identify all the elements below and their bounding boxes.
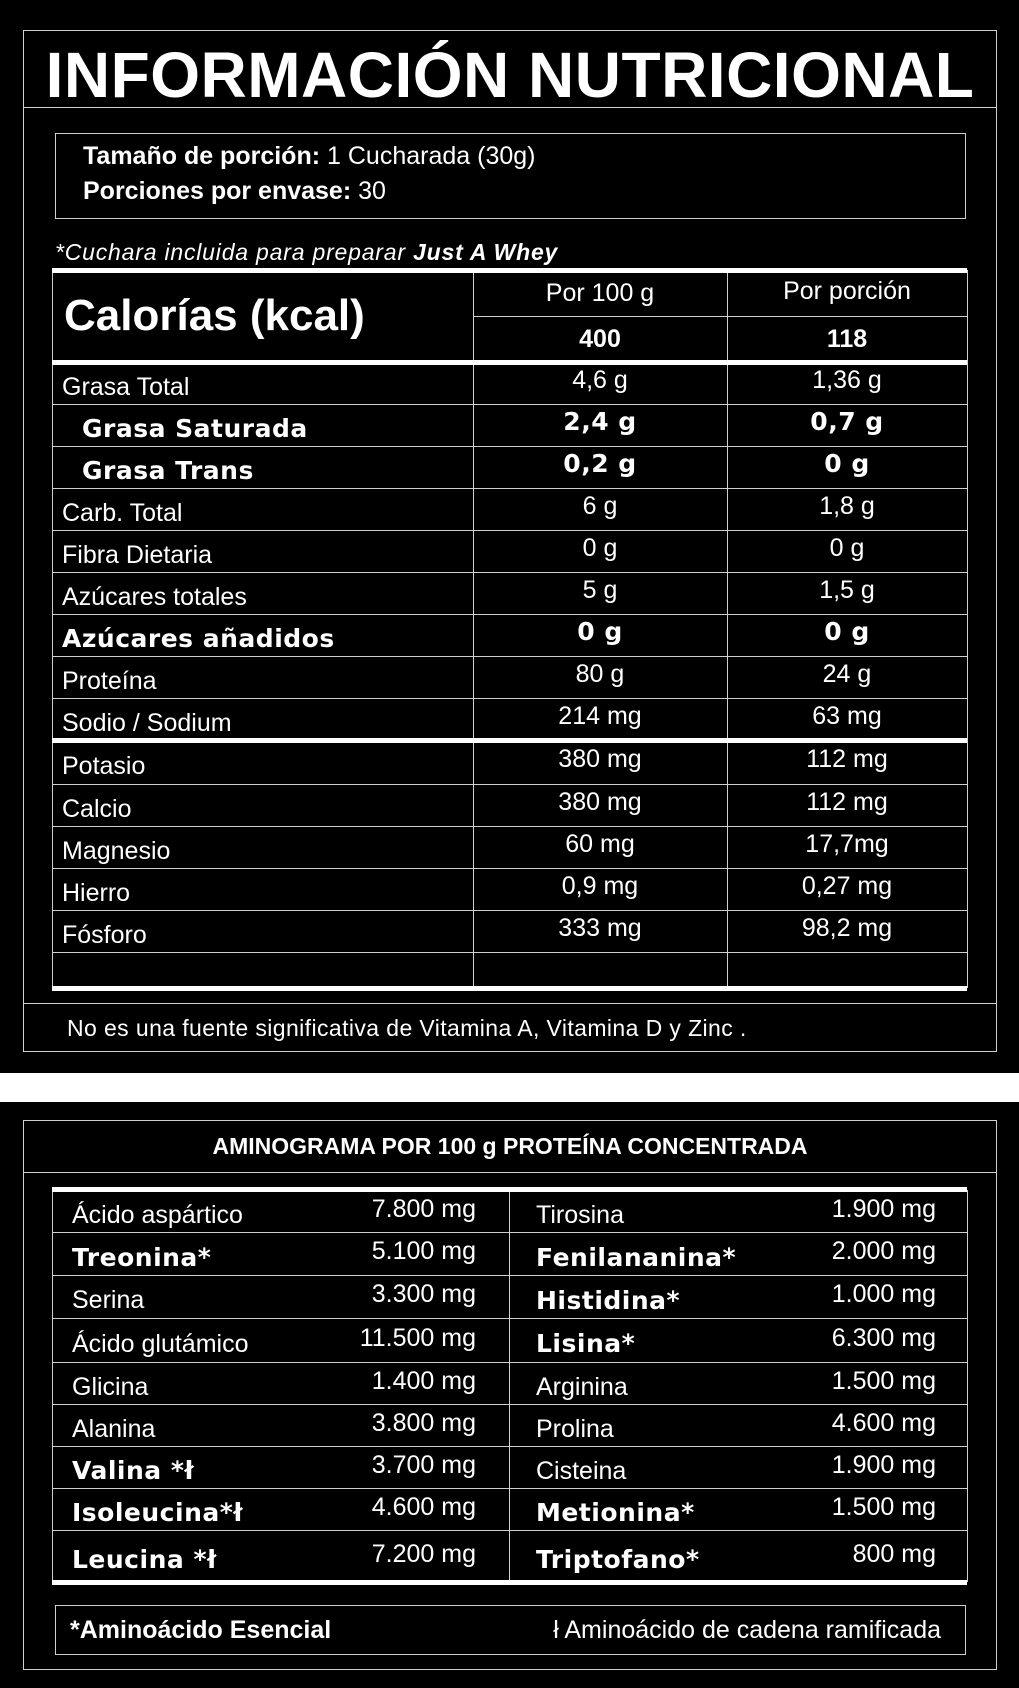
nutrient-per-100g: 60 mg bbox=[565, 830, 635, 858]
calories-label: Calorías (kcal) bbox=[64, 291, 365, 340]
calories-per-100g: 400 bbox=[579, 325, 621, 353]
nutrient-per-100g: 6 g bbox=[582, 492, 618, 520]
page-title: INFORMACIÓN NUTRICIONAL bbox=[45, 39, 975, 111]
table-row bbox=[52, 784, 967, 826]
nutrient-name: Azúcares añadidos bbox=[62, 624, 335, 653]
amino-acid-value: 1.500 mg bbox=[831, 1493, 936, 1521]
nutrient-name: Fibra Dietaria bbox=[62, 541, 213, 569]
column-header-portion: Por porción bbox=[783, 277, 911, 305]
amino-acid-name: Glicina bbox=[72, 1373, 149, 1401]
amino-acid-value: 4.600 mg bbox=[831, 1409, 936, 1437]
table-row bbox=[52, 698, 967, 740]
servings-count-value: 30 bbox=[358, 177, 386, 205]
footnote-divider bbox=[23, 1003, 997, 1004]
amino-acid-value: 3.800 mg bbox=[371, 1409, 476, 1437]
legend-box bbox=[55, 1605, 966, 1655]
nutrient-per-100g: 0 g bbox=[582, 534, 618, 562]
nutrient-per-portion: 17,7mg bbox=[805, 830, 889, 858]
table-bottom-rule bbox=[52, 986, 967, 991]
table-row bbox=[52, 404, 967, 446]
nutrient-per-portion: 1,5 g bbox=[819, 576, 875, 604]
nutrient-per-portion: 112 mg bbox=[806, 745, 888, 773]
table-row bbox=[52, 910, 967, 952]
nutrient-per-100g: 380 mg bbox=[558, 788, 642, 816]
amino-acid-name: Metionina* bbox=[536, 1498, 695, 1527]
serving-size bbox=[83, 142, 535, 171]
nutrient-per-portion: 0 g bbox=[824, 449, 870, 478]
nutrient-name: Proteína bbox=[62, 667, 157, 695]
nutrient-name: Grasa Total bbox=[62, 373, 190, 401]
nutrient-per-portion: 1,8 g bbox=[819, 492, 875, 520]
nutrient-name: Magnesio bbox=[62, 837, 171, 865]
aminogram-title-divider bbox=[23, 1172, 997, 1173]
nutrient-name: Azúcares totales bbox=[62, 583, 247, 611]
table-row bbox=[52, 614, 967, 656]
amino-acid-name: Alanina bbox=[72, 1415, 156, 1443]
amino-acid-name: Histidina* bbox=[536, 1286, 681, 1315]
table-row bbox=[52, 1446, 967, 1488]
amino-acid-name: Fenilananina* bbox=[536, 1243, 737, 1272]
amino-acid-value: 3.700 mg bbox=[371, 1451, 476, 1479]
amino-acid-name: Serina bbox=[72, 1286, 145, 1314]
nutrient-name: Carb. Total bbox=[62, 499, 183, 527]
amino-acid-name: Ácido glutámico bbox=[72, 1330, 249, 1358]
servings-per-container bbox=[83, 177, 386, 206]
nutrient-name: Sodio / Sodium bbox=[62, 709, 232, 737]
table-row bbox=[52, 826, 967, 868]
nutrient-name: Hierro bbox=[62, 879, 131, 907]
table-edge bbox=[967, 270, 968, 988]
legend-branched: ł Aminoácido de cadena ramificada bbox=[553, 1616, 941, 1644]
table-row bbox=[52, 1488, 967, 1530]
amino-acid-name: Treonina* bbox=[72, 1243, 212, 1272]
nutrient-per-portion: 112 mg bbox=[806, 788, 888, 816]
amino-acid-value: 1.400 mg bbox=[371, 1367, 476, 1395]
amino-acid-name: Arginina bbox=[536, 1373, 628, 1401]
table-row bbox=[52, 656, 967, 698]
amino-acid-value: 1.900 mg bbox=[831, 1195, 936, 1223]
table-row bbox=[52, 572, 967, 614]
nutrient-per-portion: 0,7 g bbox=[810, 407, 884, 436]
vitamin-footnote: No es una fuente significativa de Vitamina A, Vitamina D y Zinc . bbox=[67, 1015, 747, 1041]
amino-acid-value: 7.800 mg bbox=[371, 1195, 476, 1223]
amino-acid-value: 800 mg bbox=[852, 1540, 936, 1568]
nutrient-name: Fósforo bbox=[62, 921, 147, 949]
amino-acid-name: Tirosina bbox=[536, 1201, 624, 1229]
table-row bbox=[52, 1530, 967, 1582]
column-header-100g: Por 100 g bbox=[545, 279, 655, 307]
nutrient-per-100g: 2,4 g bbox=[563, 407, 637, 436]
amino-acid-name: Lisina* bbox=[536, 1329, 636, 1358]
table-row bbox=[52, 488, 967, 530]
amino-acid-name: Ácido aspártico bbox=[72, 1201, 243, 1229]
aminogram-table bbox=[52, 1190, 967, 1584]
nutrient-name: Grasa Trans bbox=[82, 456, 254, 485]
nutrient-per-portion: 1,36 g bbox=[812, 366, 882, 394]
nutrient-per-100g: 0,2 g bbox=[563, 449, 637, 478]
nutrient-per-100g: 4,6 g bbox=[572, 366, 628, 394]
amino-acid-name: Valina *ł bbox=[72, 1456, 195, 1485]
aminogram-title: AMINOGRAMA POR 100 g PROTEÍNA CONCENTRADA bbox=[212, 1133, 808, 1159]
serving-info-box bbox=[55, 133, 966, 219]
calories-per-portion: 118 bbox=[826, 325, 868, 353]
servings-count-label: Porciones por envase: bbox=[83, 177, 352, 205]
nutrient-per-100g: 5 g bbox=[582, 576, 618, 604]
row-divider bbox=[52, 952, 967, 953]
table-row bbox=[52, 530, 967, 572]
scoop-note bbox=[55, 239, 558, 266]
nutrition-table bbox=[52, 270, 967, 988]
nutrient-per-portion: 24 g bbox=[822, 660, 872, 688]
nutrient-name: Calcio bbox=[62, 795, 132, 823]
amino-acid-name: Prolina bbox=[536, 1415, 614, 1443]
table-edge bbox=[967, 1190, 968, 1582]
amino-acid-value: 1.900 mg bbox=[831, 1451, 936, 1479]
amino-acid-value: 5.100 mg bbox=[371, 1237, 476, 1265]
table-row bbox=[52, 1275, 967, 1318]
table-row bbox=[52, 1232, 967, 1275]
nutrient-per-portion: 0,27 mg bbox=[801, 872, 893, 900]
nutrient-name: Potasio bbox=[62, 752, 146, 780]
table-row bbox=[52, 1362, 967, 1404]
table-row bbox=[52, 362, 967, 404]
title-divider bbox=[23, 107, 997, 108]
nutrient-per-100g: 80 g bbox=[575, 660, 625, 688]
serving-size-label: Tamaño de porción: bbox=[83, 142, 321, 170]
amino-acid-value: 4.600 mg bbox=[371, 1493, 476, 1521]
table-row bbox=[52, 1318, 967, 1362]
nutrient-per-portion: 98,2 mg bbox=[801, 914, 893, 942]
amino-acid-value: 6.300 mg bbox=[831, 1324, 936, 1352]
nutrient-per-100g: 0,9 mg bbox=[561, 872, 639, 900]
amino-acid-name: Triptofano* bbox=[536, 1545, 700, 1574]
amino-acid-name: Cisteina bbox=[536, 1457, 627, 1485]
serving-size-value: 1 Cucharada (30g) bbox=[327, 142, 536, 170]
table-row bbox=[52, 1190, 967, 1232]
amino-acid-value: 7.200 mg bbox=[371, 1540, 476, 1568]
nutrient-per-100g: 214 mg bbox=[558, 702, 642, 730]
table-row bbox=[52, 740, 967, 784]
amino-acid-value: 2.000 mg bbox=[831, 1237, 936, 1265]
nutrient-per-portion: 63 mg bbox=[812, 702, 882, 730]
table-row bbox=[52, 1404, 967, 1446]
legend-essential: *Aminoácido Esencial bbox=[70, 1616, 332, 1644]
product-name: Just A Whey bbox=[413, 239, 559, 265]
table-row bbox=[52, 868, 967, 910]
scoop-note-text: *Cuchara incluida para preparar bbox=[55, 239, 406, 265]
table-row bbox=[52, 446, 967, 488]
nutrient-per-portion: 0 g bbox=[824, 617, 870, 646]
nutrient-per-100g: 0 g bbox=[577, 617, 623, 646]
amino-acid-value: 1.000 mg bbox=[831, 1280, 936, 1308]
amino-acid-name: Leucina *ł bbox=[72, 1545, 217, 1574]
nutrient-per-100g: 380 mg bbox=[558, 745, 642, 773]
amino-acid-value: 3.300 mg bbox=[371, 1280, 476, 1308]
nutrient-per-portion: 0 g bbox=[829, 534, 865, 562]
nutrient-per-100g: 333 mg bbox=[558, 914, 642, 942]
nutrient-name: Grasa Saturada bbox=[82, 414, 308, 443]
amino-acid-value: 11.500 mg bbox=[359, 1324, 476, 1352]
amino-acid-value: 1.500 mg bbox=[831, 1367, 936, 1395]
amino-acid-name: Isoleucina*ł bbox=[72, 1498, 244, 1527]
